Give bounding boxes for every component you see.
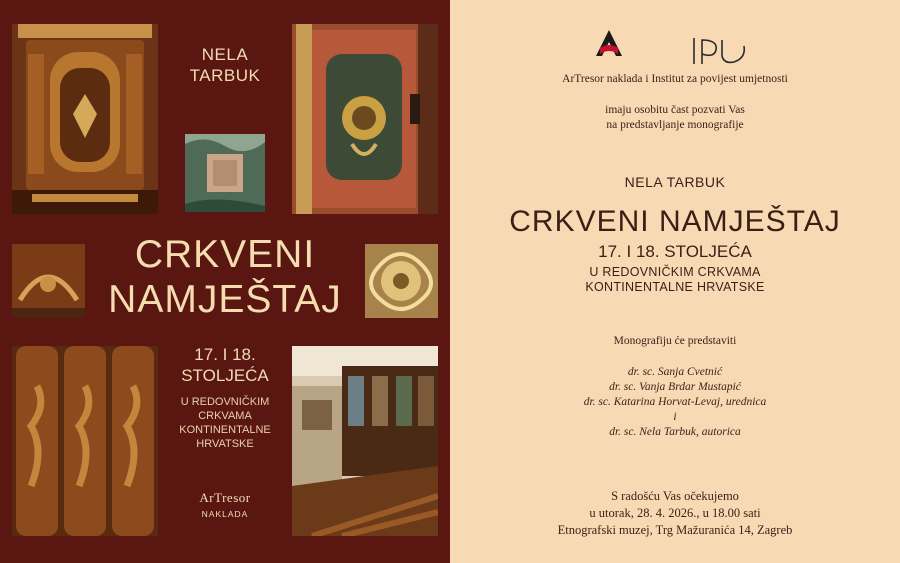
presenter: dr. sc. Sanja Cvetnić — [627, 366, 723, 378]
photo-marble-panel — [185, 134, 265, 212]
invitation-subtitle-line: KONTINENTALNE HRVATSKE — [585, 280, 765, 294]
cover-subtitle-line: CRKVAMA — [198, 410, 252, 422]
cover-subtitle-line: KONTINENTALNE — [179, 424, 271, 436]
cover-publisher — [166, 490, 284, 519]
presenter-conjunction: i — [673, 411, 677, 423]
invite-line: imaju osobitu čast pozvati Vas — [605, 104, 745, 116]
cover-title-line2: NAMJEŠTAJ — [108, 278, 342, 321]
photo-painted-door — [292, 24, 438, 214]
cover-publisher-type: NAKLADA — [201, 509, 249, 519]
photo-tabernacle — [12, 24, 158, 214]
invitation-panel — [450, 0, 900, 563]
cover-publisher-name: ArTresor — [199, 490, 251, 505]
invitation-century: 17. I 18. STOLJEĆA — [598, 242, 752, 261]
invitation-subtitle-line: U REDOVNIČKIM CRKVAMA — [589, 265, 761, 279]
invitation-title: CRKVENI NAMJEŠTAJ — [509, 205, 841, 238]
artresor-logo — [596, 30, 622, 60]
cover-century-line2: STOLJEĆA — [181, 366, 269, 385]
ipu-logo — [688, 36, 750, 66]
cover-author-first: NELA — [201, 45, 249, 64]
cover-century — [166, 344, 284, 386]
presenter: dr. sc. Katarina Horvat-Levaj, urednica — [583, 396, 767, 408]
event-datetime: u utorak, 28. 4. 2026., u 18.00 sati — [589, 506, 761, 520]
photo-church-interior — [292, 346, 438, 536]
event-venue: Etnografski muzej, Trg Mažuranića 14, Zagreb — [557, 523, 793, 537]
cover-subtitle — [166, 395, 284, 451]
invite-line: na predstavljanje monografije — [606, 119, 744, 131]
cover-author-last: TARBUK — [189, 66, 261, 85]
cover-subtitle-line: HRVATSKE — [196, 438, 254, 450]
cover-century-line1: 17. I 18. — [194, 345, 256, 364]
presenter: dr. sc. Nela Tarbuk, autorica — [609, 426, 741, 438]
cover-title — [40, 232, 410, 322]
presenters-list — [450, 365, 900, 440]
invitation-subtitle — [450, 265, 900, 295]
cover-title-line1: CRKVENI — [134, 233, 316, 276]
closing-block — [450, 488, 900, 539]
cover-subtitle-line: U REDOVNIČKIM — [180, 396, 270, 408]
closing-line: S radošću Vas očekujemo — [611, 489, 739, 503]
presenter: dr. sc. Vanja Brdar Mustapić — [609, 381, 741, 393]
invite-text — [450, 103, 900, 133]
invitation-author: NELA TARBUK — [624, 174, 726, 190]
cover-author — [168, 44, 282, 86]
photo-carved-stalls — [12, 346, 158, 536]
institutions-line: ArTresor naklada i Institut za povijest umjetnosti — [562, 73, 788, 85]
presenters-intro: Monografiju će predstaviti — [613, 335, 737, 347]
